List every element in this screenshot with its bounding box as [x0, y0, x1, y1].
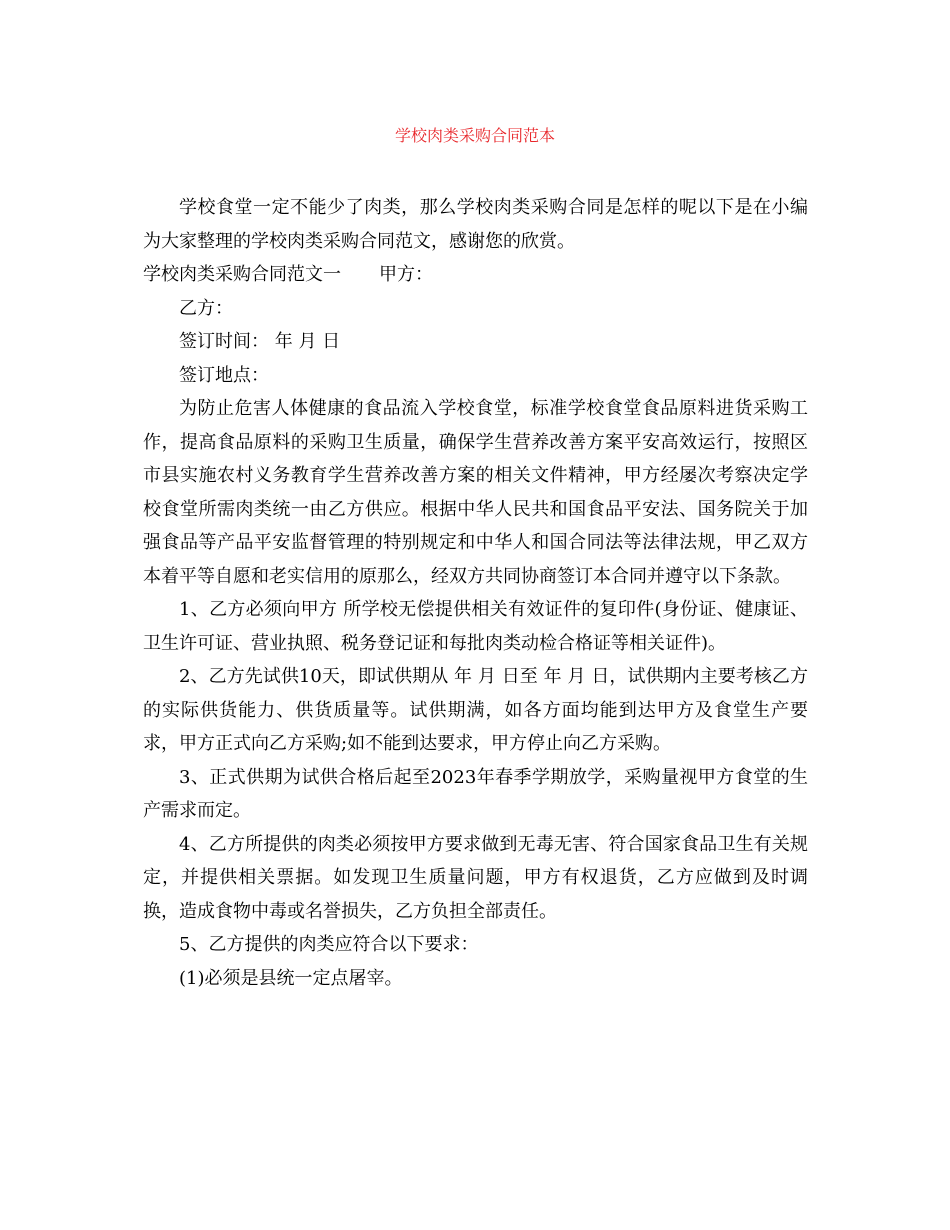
document-body — [143, 191, 808, 995]
party-b-label: 乙方： — [179, 297, 233, 319]
preamble-paragraph: 为防止危害人体健康的食品流入学校食堂，标准学校食堂食品原料进货采购工作，提高食品原料的采购卫生质量，确保学生营养改善方案平安高效运行，按照区市县实施农村义务教育学生营养改善方案的相关文件精神，甲方经屡次考察决定学校食堂所需肉类统一由乙方供应。根据中华人民共和国食品平安法、国务院关于加强食品等产品平安监督管理的特别规定和中华人和国合同法等法律法规，甲乙双方本着平等自愿和老实信用的原那么，经双方共同协商签订本合同并遵守以下条款。 — [143, 398, 808, 587]
sample-heading: 学校肉类采购合同范文一 — [143, 264, 341, 285]
party-a-label: 甲方： — [379, 264, 433, 285]
clause-3: 3、正式供期为试供合格后起至2023年春季学期放学，采购量视甲方食堂的生产需求而定。 — [143, 766, 808, 821]
sub-item-1: (1)必须是县统一定点屠宰。 — [179, 967, 403, 989]
sign-time-label: 签订时间： 年 月 日 — [179, 331, 341, 352]
clause-2: 2、乙方先试供10天，即试供期从 年 月 日至 年 月 日，试供期内主要考核乙方的实际供货能力、供货质量等。试供期满，如各方面均能到达甲方及食堂生产要求，甲方正式向乙方采购;如不能到达要求，甲方停止向乙方采购。 — [143, 666, 808, 754]
clause-5: 5、乙方提供的肉类应符合以下要求： — [179, 934, 479, 955]
clause-1: 1、乙方必须向甲方 所学校无偿提供相关有效证件的复印件(身份证、健康证、卫生许可证、营业执照、税务登记证和每批肉类动检合格证等相关证件)。 — [143, 599, 808, 654]
intro-paragraph: 学校食堂一定不能少了肉类，那么学校肉类采购合同是怎样的呢以下是在小编为大家整理的学校肉类采购合同范文，感谢您的欣赏。 — [143, 197, 808, 252]
sample-heading-line — [143, 258, 808, 292]
document-title: 学校肉类采购合同范本 — [394, 126, 555, 145]
sign-place-label: 签订地点： — [179, 364, 269, 386]
clause-4: 4、乙方所提供的肉类必须按甲方要求做到无毒无害、符合国家食品卫生有关规定，并提供相关票据。如发现卫生质量问题，甲方有权退货，乙方应做到及时调换，造成食物中毒或名誉损失，乙方负担全部责任。 — [143, 833, 808, 922]
